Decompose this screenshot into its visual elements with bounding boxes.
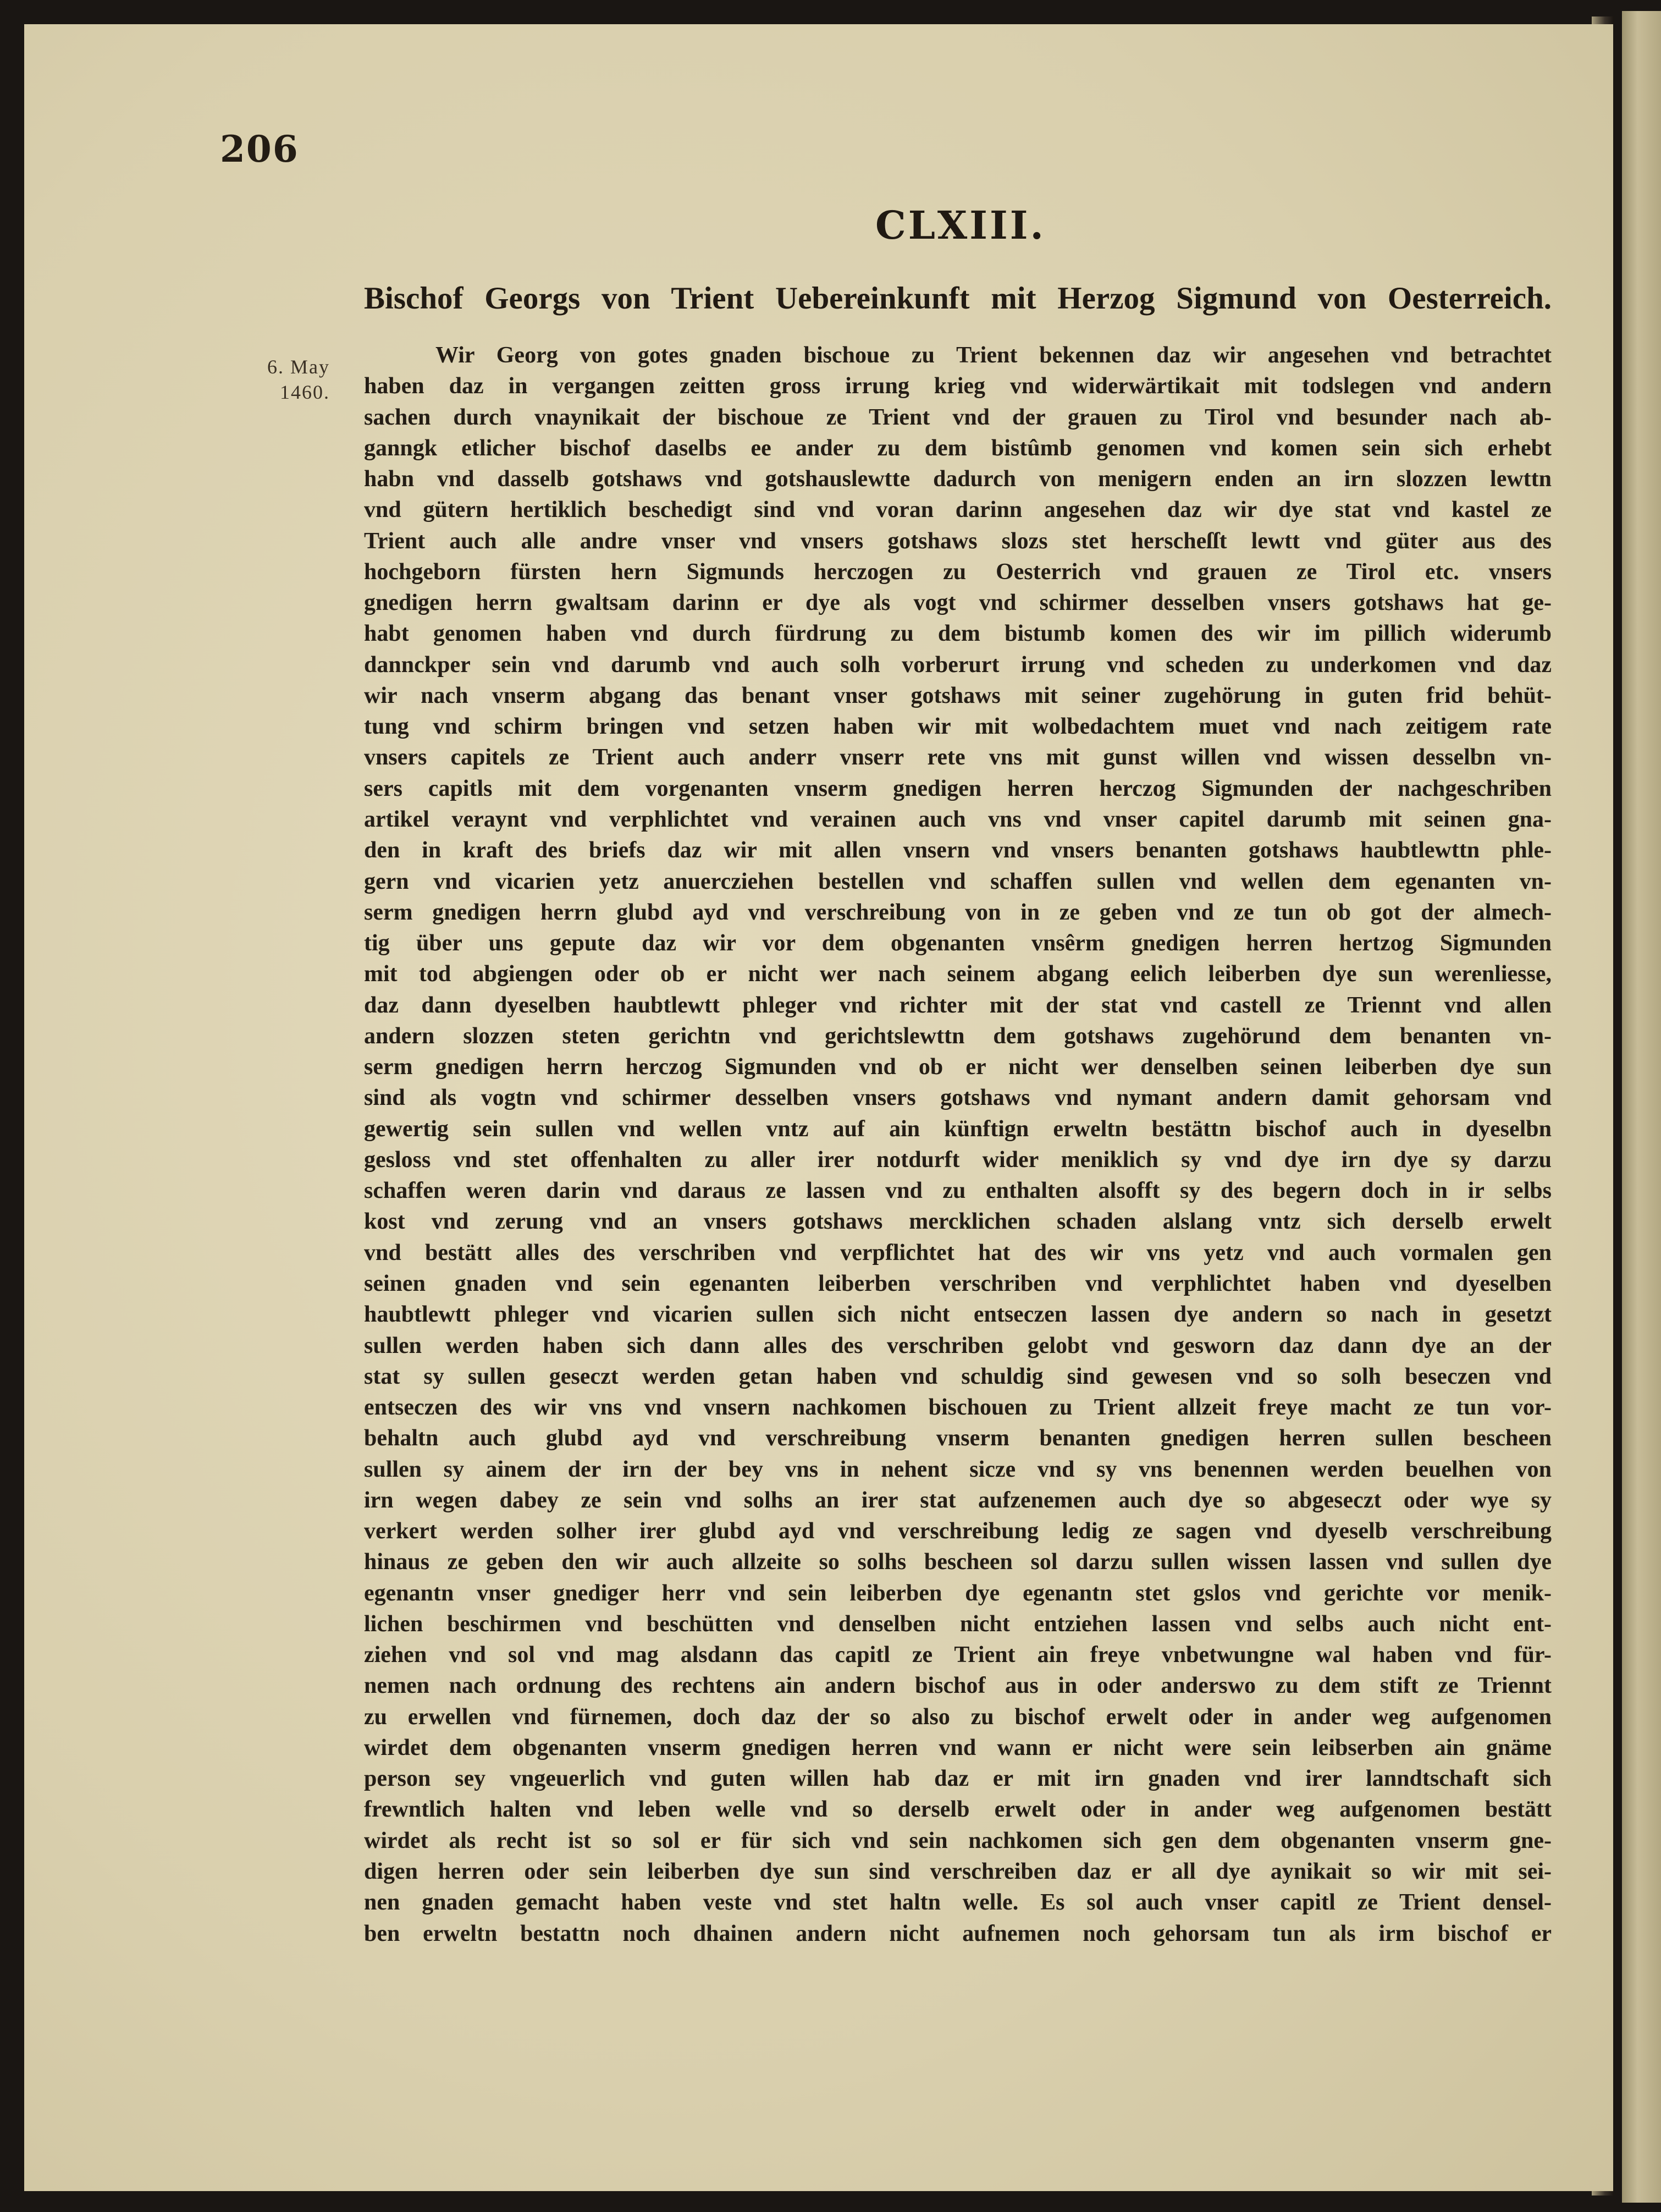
text-line: vnd gütern hertiklich beschedigt sind vnd voran darinn angesehen daz wir dye stat vnd kastel ze <box>364 497 1552 523</box>
margin-date-day: 6. May <box>267 356 330 378</box>
text-line: sullen werden haben sich dann alles des verschriben gelobt vnd gesworn daz dann dye an der <box>364 1333 1552 1358</box>
page-number: 206 <box>220 128 299 170</box>
text-line: hochgeborn fürsten hern Sigmunds herczogen zu Oesterrich vnd grauen ze Tirol etc. vnsers <box>364 559 1552 585</box>
text-line: ben erweltn bestattn noch dhainen andern nicht aufnemen noch gehorsam tun als irm bischof er <box>364 1921 1552 1946</box>
text-line: vnd bestätt alles des verschriben vnd verpflichtet hat des wir vns yetz vnd auch vormalen gen <box>364 1240 1552 1265</box>
text-line: kost vnd zerung vnd an vnsers gotshaws mercklichen schaden alslang vntz sich derselb erwelt <box>364 1209 1552 1235</box>
text-line: gnedigen herrn gwaltsam darinn er dye als vogt vnd schirmer desselben vnsers gotshaws hat ge- <box>364 590 1552 616</box>
text-line: tung vnd schirm bringen vnd setzen haben wir mit wolbedachtem muet vnd nach zeitigem rate <box>364 714 1552 740</box>
text-line: entseczen des wir vns vnd vnsern nachkomen bischouen zu Trient allzeit freye macht ze tun vor- <box>364 1395 1552 1421</box>
text-line: mit tod abgiengen oder ob er nicht wer nach seinem abgang eelich leiberben dye sun werenliesse, <box>364 961 1552 987</box>
text-line: wirdet als recht ist so sol er für sich vnd sein nachkomen sich gen dem obgenanten vnserm gne- <box>364 1828 1552 1853</box>
text-line: wir nach vnserm abgang das benant vnser gotshaws mit seiner zugehörung in guten frid behüt- <box>364 683 1552 708</box>
text-line: gewertig sein sullen vnd wellen vntz auf ain künftign erweltn bestättn bischof auch in dyeselbn <box>364 1116 1552 1142</box>
document-title: Bischof Georgs von Trient Uebereinkunft mit Herzog Sigmund von Oesterreich. <box>364 281 1552 316</box>
margin-date-year: 1460. <box>280 381 330 403</box>
text-line: ziehen vnd sol vnd mag alsdann das capitl ze Trient ain freye vnbetwungne wal haben vnd für- <box>364 1642 1552 1668</box>
text-line: person sey vngeuerlich vnd guten willen hab daz er mit irn gnaden vnd irer lanndtschaft sich <box>364 1766 1552 1792</box>
text-line: hinaus ze geben den wir auch allzeite so solhs bescheen sol darzu sullen wissen lassen vnd sullen dye <box>364 1549 1552 1575</box>
document-body <box>364 340 1552 1949</box>
text-line: verkert werden solher irer glubd ayd vnd verschreibung ledig ze sagen vnd dyeselb verschreibung <box>364 1518 1552 1544</box>
text-line: seinen gnaden vnd sein egenanten leiberben verschriben vnd verphlichtet haben vnd dyeselben <box>364 1270 1552 1296</box>
text-line: stat sy sullen geseczt werden getan haben vnd schuldig sind gewesen vnd so solh beseczen vnd <box>364 1363 1552 1389</box>
text-line: artikel veraynt vnd verphlichtet vnd verainen auch vns vnd vnser capitel darumb mit seinen gna- <box>364 806 1552 832</box>
text-line: behaltn auch glubd ayd vnd verschreibung vnserm benanten gnedigen herren sullen bescheen <box>364 1426 1552 1451</box>
text-line: sers capitls mit dem vorgenanten vnserm gnedigen herren herczog Sigmunden der nachgeschriben <box>364 775 1552 801</box>
document-number: CLXIII. <box>875 202 1046 248</box>
text-line: sachen durch vnaynikait der bischoue ze Trient vnd der grauen zu Tirol vnd besunder nach ab- <box>364 404 1552 430</box>
text-line: ganngk etlicher bischof daselbs ee ander zu dem bistûmb genomen vnd komen sein sich erhebt <box>364 435 1552 461</box>
text-line: serm gnedigen herrn herczog Sigmunden vnd ob er nicht wer denselben seinen leiberben dye sun <box>364 1054 1552 1080</box>
text-line: Trient auch alle andre vnser vnd vnsers gotshaws slozs stet herscheſſt lewtt vnd güter aus des <box>364 528 1552 554</box>
text-line: haben daz in vergangen zeitten gross irrung krieg vnd widerwärtikait mit todslegen vnd andern <box>364 373 1552 399</box>
text-line: frewntlich halten vnd leben welle vnd so derselb erwelt oder in ander weg aufgenomen bestätt <box>364 1797 1552 1823</box>
text-line: dannckper sein vnd darumb vnd auch solh vorberurt irrung vnd scheden zu underkomen vnd daz <box>364 652 1552 678</box>
text-line: sind als vogtn vnd schirmer desselben vnsers gotshaws vnd nymant andern damit gehorsam vnd <box>364 1085 1552 1111</box>
text-line: vnsers capitels ze Trient auch anderr vnserr rete vns mit gunst willen vnd wissen desselbn vn- <box>364 745 1552 771</box>
text-line: andern slozzen steten gerichtn vnd gerichtslewttn dem gotshaws zugehörund dem benanten vn- <box>364 1023 1552 1049</box>
text-line: tig über uns gepute daz wir vor dem obgenanten vnsêrm gnedigen herren hertzog Sigmunden <box>364 931 1552 956</box>
text-line: haubtlewtt phleger vnd vicarien sullen sich nicht entseczen lassen dye andern so nach in gesetzt <box>364 1302 1552 1328</box>
text-line: digen herren oder sein leiberben dye sun sind verschreiben daz er all dye aynikait so wir mit sei- <box>364 1859 1552 1885</box>
text-line: den in kraft des briefs daz wir mit allen vnsern vnd vnsers benanten gotshaws haubtlewttn phle- <box>364 838 1552 863</box>
text-line: egenantn vnser gnediger herr vnd sein leiberben dye egenantn stet gslos vnd gerichte vor menik- <box>364 1580 1552 1606</box>
facing-page-edge <box>1622 11 1661 2203</box>
text-line: irn wegen dabey ze sein vnd solhs an irer stat aufzenemen auch dye so abgeseczt oder wye sy <box>364 1487 1552 1513</box>
text-line: habt genomen haben vnd durch fürdrung zu dem bistumb komen des wir im pillich widerumb <box>364 621 1552 647</box>
text-line: zu erwellen vnd fürnemen, doch daz der so also zu bischof erwelt oder in ander weg aufgenomen <box>364 1704 1552 1730</box>
text-line: daz dann dyeselben haubtlewtt phleger vnd richter mit der stat vnd castell ze Triennt vnd allen <box>364 992 1552 1018</box>
text-line: sullen sy ainem der irn der bey vns in nehent sicze vnd sy vns benennen werden beuelhen von <box>364 1456 1552 1482</box>
text-line: schaffen weren darin vnd daraus ze lassen vnd zu enthalten alsofft sy des begern doch in ir selbs <box>364 1178 1552 1204</box>
text-line: gesloss vnd stet offenhalten zu aller irer notdurft wider meniklich sy vnd dye irn dye sy darzu <box>364 1147 1552 1173</box>
text-line: serm gnedigen herrn glubd ayd vnd verschreibung von in ze geben vnd ze tun ob got der almech- <box>364 899 1552 925</box>
text-line: habn vnd dasselb gotshaws vnd gotshauslewtte dadurch von menigern enden an irn slozzen lewttn <box>364 466 1552 492</box>
text-line: lichen beschirmen vnd beschütten vnd denselben nicht entziehen lassen vnd selbs auch nicht ent- <box>364 1611 1552 1637</box>
text-line: wirdet dem obgenanten vnserm gnedigen herren vnd wann er nicht were sein leibserben ain gnäme <box>364 1735 1552 1760</box>
text-line: nen gnaden gemacht haben veste vnd stet haltn welle. Es sol auch vnser capitl ze Trient densel- <box>364 1890 1552 1916</box>
text-line: Wir Georg von gotes gnaden bischoue zu Trient bekennen daz wir angesehen vnd betrachtet <box>435 343 1552 368</box>
text-line: gern vnd vicarien yetz anuercziehen bestellen vnd schaffen sullen vnd wellen dem egenanten vn- <box>364 868 1552 894</box>
text-line: nemen nach ordnung des rechtens ain andern bischof aus in oder anderswo zu dem stift ze Triennt <box>364 1673 1552 1699</box>
